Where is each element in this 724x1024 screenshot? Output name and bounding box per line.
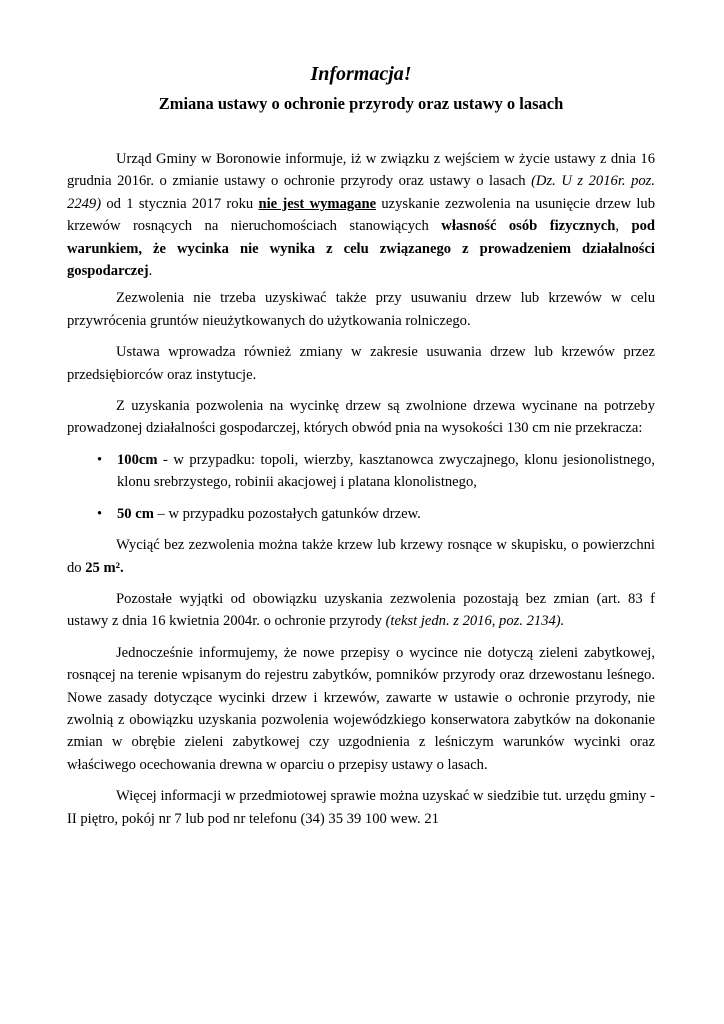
- document-page: [67, 60, 655, 839]
- paragraph-contact: Więcej informacji w przedmiotowej sprawie można uzyskać w siedzibie tut. urzędu gminy - II piętro, pokój nr 7 lub pod nr telefonu (34) 35 39 100 wew. 21: [67, 788, 655, 827]
- document-subtitle: Zmiana ustawy o ochronie przyrody oraz ustawy o lasach: [158, 94, 564, 113]
- bullet-icon: •: [97, 451, 103, 468]
- paragraph-shrubs: [67, 534, 655, 579]
- emphasis-not-required: nie jest wymagane: [258, 195, 377, 212]
- paragraph-exemptions: Z uzyskania pozwolenia na wycinkę drzew są zwolnione drzewa wycinane na potrzeby prowadzonej działalności gospodarczej, których obwód pnia na wysokości 130 cm nie przekracza:: [67, 398, 655, 437]
- emphasis-condition: pod warunkiem, że wycinka nie wynika z celu związanego z prowadzeniem działalności gospodarczej: [67, 218, 656, 280]
- emphasis-private-owners: własność osób fizycznych: [441, 218, 616, 235]
- paragraph-other-exceptions: [67, 588, 655, 633]
- paragraph-text: od 1 stycznia 2017 roku: [101, 195, 259, 212]
- paragraph-announcement: [67, 148, 655, 282]
- paragraph-text: Urząd Gminy w Boronowie informuje, iż w związku z wejściem w życie ustawy z dnia 16 grudnia 2016r. o zmianie ustawy o ochronie przyrody oraz ustawy o lasach: [67, 151, 655, 190]
- list-item-text: – w przypadku pozostałych gatunków drzew.: [153, 505, 421, 522]
- paragraph-text: Wyciąć bez zezwolenia można także krzew lub krzewy rosnące w skupisku, o powierzchni do: [67, 537, 655, 576]
- list-item: [67, 449, 655, 494]
- paragraph-text: ,: [615, 218, 632, 235]
- circumference-value: 100cm: [117, 451, 158, 468]
- document-title: Informacja!: [310, 63, 412, 85]
- bullet-icon: •: [97, 505, 103, 522]
- circumference-value: 50 cm: [117, 505, 154, 522]
- list-item-text: - w przypadku: topoli, wierzby, kasztanowca zwyczajnego, klonu jesionolistnego, klonu srebrzystego, robinii akacjowej i platana klonolistnego,: [117, 451, 655, 491]
- legal-reference: (tekst jedn. z 2016, poz. 2134).: [385, 613, 565, 630]
- legal-reference: (Dz. U z 2016r. poz. 2249): [67, 173, 655, 212]
- paragraph-text: Pozostałe wyjątki od obowiązku uzyskania zezwolenia pozostają bez zmian (art. 83 f ustawy z dnia 16 kwietnia 2004r. o ochronie przyrody: [67, 590, 655, 630]
- list-item: [67, 503, 655, 525]
- paragraph-text: .: [148, 263, 153, 280]
- circumference-list: [67, 449, 655, 525]
- area-value: 25 m².: [85, 559, 124, 576]
- paragraph-businesses: Ustawa wprowadza również zmiany w zakresie usuwania drzew lub krzewów przez przedsiębiorców oraz instytucje.: [67, 344, 655, 383]
- paragraph-text: uzyskanie zezwolenia na usunięcie drzew lub krzewów rosnących na nieruchomościach stanowiących: [67, 195, 655, 235]
- paragraph-heritage: Jednocześnie informujemy, że nowe przepisy o wycince nie dotyczą zieleni zabytkowej, rosnącej na terenie wpisanym do rejestru zabytków, pomników przyrody oraz drzewostanu leśnego. Nowe zasady dotyczące wycinki drzew i krzewów, zawarte w ustawie o ochronie przyrody, nie zwolnią z obowiązku uzyskania pozwolenia wojewódzkiego konserwatora zabytków na dokonanie zmian w obrębie zieleni zabytkowej czy uzgodnienia z leśniczym warunków wycinki oraz właściwego ocechowania drewna w oparciu o przepisy ustawy o lasach.: [67, 644, 655, 773]
- paragraph-agricultural: Zezwolenia nie trzeba uzyskiwać także przy usuwaniu drzew lub krzewów w celu przywrócenia gruntów nieużytkowanych do użytkowania rolniczego.: [67, 290, 655, 329]
